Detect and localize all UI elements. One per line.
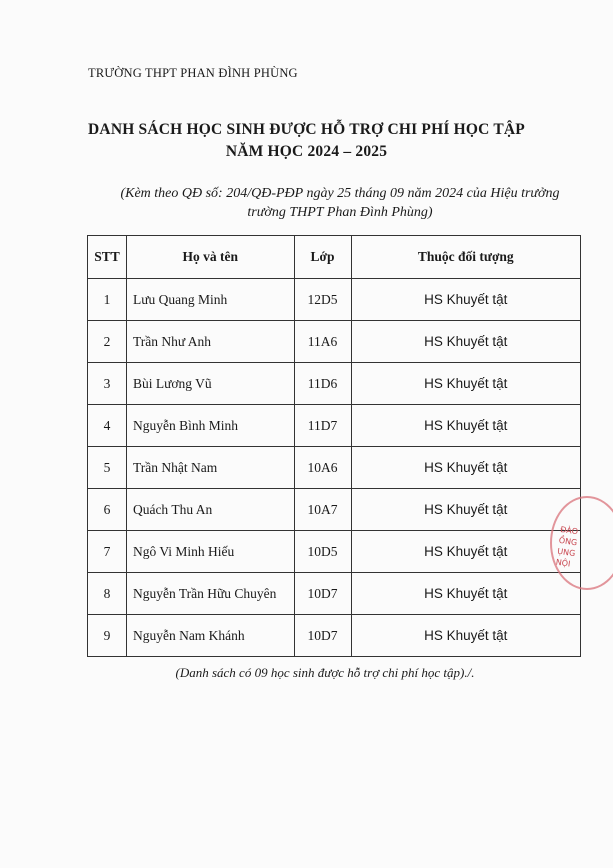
row-class: 11A6 [294,321,351,363]
row-class: 10D5 [294,531,351,573]
table-row [88,279,581,321]
row-stt: 1 [88,279,127,321]
row-stt: 2 [88,321,127,363]
row-class: 10D7 [294,573,351,615]
row-name: Ngô Vi Minh Hiếu [126,531,294,573]
table-row [88,321,581,363]
row-stt: 6 [88,489,127,531]
table-row [88,489,581,531]
header-stt: STT [88,236,127,279]
row-name: Nguyễn Trần Hữu Chuyên [126,573,294,615]
school-name: TRƯỜNG THPT PHAN ĐÌNH PHÙNG [88,66,298,80]
row-class: 11D6 [294,363,351,405]
row-class: 12D5 [294,279,351,321]
row-group: HS Khuyết tật [351,321,580,363]
row-stt: 9 [88,615,127,657]
row-group: HS Khuyết tật [351,405,580,447]
row-class: 10A7 [294,489,351,531]
header-group: Thuộc đối tượng [351,236,580,279]
row-group: HS Khuyết tật [351,615,580,657]
footer-note: (Danh sách có 09 học sinh được hỗ trợ chi phí học tập)./. [175,665,475,680]
table-row [88,531,581,573]
row-name: Trần Nhật Nam [126,447,294,489]
decision-reference-cont: trường THPT Phan Đình Phùng) [247,205,433,220]
row-stt: 5 [88,447,127,489]
row-group: HS Khuyết tật [351,489,580,531]
row-name: Nguyễn Bình Minh [126,405,294,447]
student-table [87,235,581,657]
row-class: 11D7 [294,405,351,447]
row-class: 10A6 [294,447,351,489]
row-group: HS Khuyết tật [351,573,580,615]
row-stt: 3 [88,363,127,405]
school-year: NĂM HỌC 2024 – 2025 [225,143,388,160]
row-group: HS Khuyết tật [351,279,580,321]
decision-reference: (Kèm theo QĐ số: 204/QĐ-PĐP ngày 25 tháng 09 năm 2024 của Hiệu trưởng [120,186,560,201]
table-row [88,447,581,489]
row-name: Quách Thu An [126,489,294,531]
row-name: Bùi Lương Vũ [126,363,294,405]
table-row [88,363,581,405]
row-name: Nguyễn Nam Khánh [126,615,294,657]
header-name: Họ và tên [126,236,294,279]
row-group: HS Khuyết tật [351,363,580,405]
row-class: 10D7 [294,615,351,657]
table-row [88,405,581,447]
row-stt: 4 [88,405,127,447]
row-name: Lưu Quang Minh [126,279,294,321]
table-header-row [88,236,581,279]
stamp-lettering: ĐÀO ỒNG ỤNG NỘI [555,524,579,569]
table-row [88,615,581,657]
row-group: HS Khuyết tật [351,531,580,573]
header-class: Lớp [294,236,351,279]
row-group: HS Khuyết tật [351,447,580,489]
row-stt: 8 [88,573,127,615]
table-row [88,573,581,615]
document-title: DANH SÁCH HỌC SINH ĐƯỢC HỖ TRỢ CHI PHÍ HỌC TẬP [88,121,525,138]
row-name: Trần Như Anh [126,321,294,363]
row-stt: 7 [88,531,127,573]
